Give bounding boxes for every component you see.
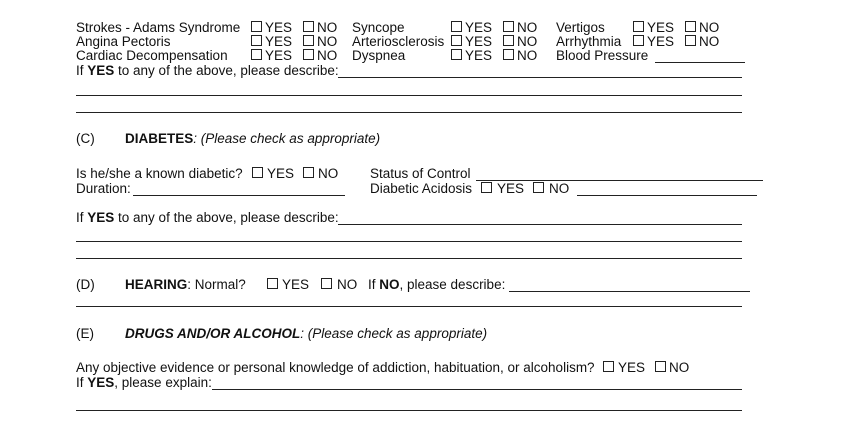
label-blood-pressure: Blood Pressure — [556, 48, 649, 63]
duration-field[interactable] — [133, 195, 345, 196]
label-angina: Angina Pectoris — [76, 34, 171, 49]
label-arrhythmia: Arrhythmia — [556, 34, 622, 49]
hearing-heading: HEARING: Normal? — [125, 277, 246, 292]
no-label: NO — [317, 20, 338, 35]
label-dyspnea: Dyspnea — [352, 48, 406, 63]
yes-label: YES — [265, 48, 293, 63]
no-label: NO — [699, 20, 720, 35]
syncope-no-checkbox[interactable] — [503, 21, 514, 32]
label-arteriosclerosis: Arteriosclerosis — [352, 34, 445, 49]
syncope-yes-checkbox[interactable] — [451, 21, 462, 32]
drugs-letter: (E) — [76, 326, 94, 341]
yes-label: YES — [465, 48, 493, 63]
no-label: NO — [317, 48, 338, 63]
acidosis-no-checkbox[interactable] — [533, 182, 544, 193]
vertigos-yes-checkbox[interactable] — [633, 21, 644, 32]
acidosis-yes-checkbox[interactable] — [481, 182, 492, 193]
yes-label: YES — [282, 277, 310, 292]
yes-label: YES — [265, 34, 293, 49]
diabetes-letter: (C) — [76, 131, 95, 146]
yes-label: YES — [618, 360, 646, 375]
no-label: NO — [337, 277, 358, 292]
status-of-control-label: Status of Control — [370, 166, 471, 181]
no-label: NO — [669, 360, 690, 375]
no-label: NO — [517, 20, 538, 35]
diabetes-describe-line-2[interactable] — [76, 241, 742, 242]
diabetic-acidosis-label: Diabetic Acidosis — [370, 181, 473, 196]
yes-label: YES — [647, 34, 675, 49]
dyspnea-yes-checkbox[interactable] — [451, 49, 462, 60]
strokes-no-checkbox[interactable] — [303, 21, 314, 32]
diabetes-describe-line-1[interactable] — [338, 224, 742, 225]
addiction-question: Any objective evidence or personal knowledge of addiction, habituation, or alcoholism? — [76, 360, 595, 375]
label-syncope: Syncope — [352, 20, 405, 35]
known-diabetic-label: Is he/she a known diabetic? — [76, 166, 243, 181]
vertigos-no-checkbox[interactable] — [685, 21, 696, 32]
cardiac-yes-checkbox[interactable] — [251, 49, 262, 60]
drugs-explain-line-2[interactable] — [76, 410, 742, 411]
arteriosclerosis-no-checkbox[interactable] — [503, 35, 514, 46]
cardiac-no-checkbox[interactable] — [303, 49, 314, 60]
drugs-explain-line-1[interactable] — [212, 389, 742, 390]
hearing-describe-label: If NO, please describe: — [368, 277, 506, 292]
angina-yes-checkbox[interactable] — [251, 35, 262, 46]
yes-label: YES — [497, 181, 525, 196]
cardio-describe-label: If YES to any of the above, please describe: — [76, 63, 339, 78]
known-diabetic-yes-checkbox[interactable] — [252, 167, 263, 178]
addiction-no-checkbox[interactable] — [655, 361, 666, 372]
yes-label: YES — [465, 20, 493, 35]
no-label: NO — [549, 181, 570, 196]
duration-label: Duration: — [76, 181, 131, 196]
no-label: NO — [318, 166, 339, 181]
yes-label: YES — [265, 20, 293, 35]
hearing-letter: (D) — [76, 277, 95, 292]
drugs-heading: DRUGS AND/OR ALCOHOL: (Please check as appropriate) — [125, 326, 488, 341]
cardio-describe-line-3[interactable] — [76, 112, 742, 113]
arrhythmia-no-checkbox[interactable] — [685, 35, 696, 46]
hearing-describe-line-1[interactable] — [509, 291, 750, 292]
acidosis-field[interactable] — [577, 195, 757, 196]
arrhythmia-yes-checkbox[interactable] — [633, 35, 644, 46]
drugs-explain-label: If YES, please explain: — [76, 375, 212, 390]
yes-label: YES — [465, 34, 493, 49]
no-label: NO — [699, 34, 720, 49]
yes-label: YES — [647, 20, 675, 35]
no-label: NO — [317, 34, 338, 49]
known-diabetic-no-checkbox[interactable] — [303, 167, 314, 178]
angina-no-checkbox[interactable] — [303, 35, 314, 46]
strokes-yes-checkbox[interactable] — [251, 21, 262, 32]
hearing-yes-checkbox[interactable] — [267, 278, 278, 289]
cardio-describe-line-2[interactable] — [76, 95, 742, 96]
no-label: NO — [517, 48, 538, 63]
arteriosclerosis-yes-checkbox[interactable] — [451, 35, 462, 46]
addiction-yes-checkbox[interactable] — [603, 361, 614, 372]
diabetes-describe-label: If YES to any of the above, please describe: — [76, 210, 339, 225]
blood-pressure-field[interactable] — [655, 62, 745, 63]
diabetes-describe-line-3[interactable] — [76, 258, 742, 259]
label-strokes: Strokes - Adams Syndrome — [76, 20, 241, 35]
label-vertigos: Vertigos — [556, 20, 605, 35]
dyspnea-no-checkbox[interactable] — [503, 49, 514, 60]
hearing-no-checkbox[interactable] — [321, 278, 332, 289]
yes-label: YES — [267, 166, 295, 181]
hearing-describe-line-2[interactable] — [76, 306, 742, 307]
no-label: NO — [517, 34, 538, 49]
cardio-describe-line-1[interactable] — [338, 77, 742, 78]
diabetes-heading: DIABETES: (Please check as appropriate) — [125, 131, 381, 146]
label-cardiac-decompensation: Cardiac Decompensation — [76, 48, 228, 63]
